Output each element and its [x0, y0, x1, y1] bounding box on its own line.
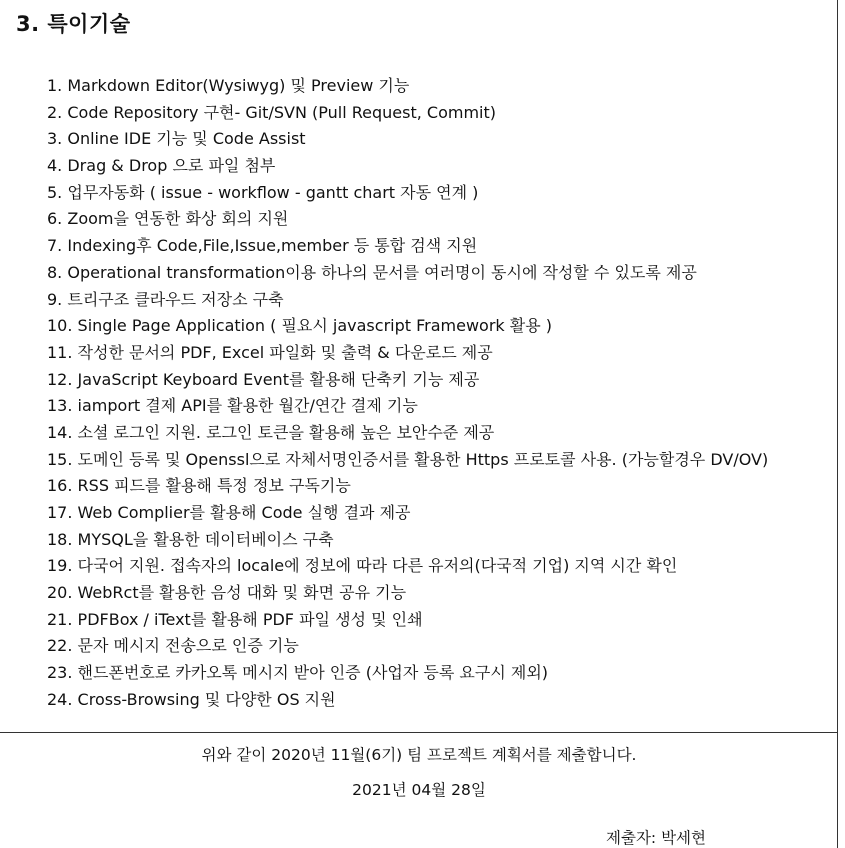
page-border: [837, 0, 838, 848]
list-item-number: 17.: [47, 503, 73, 522]
list-item-number: 22.: [47, 636, 73, 656]
list-item-text: Markdown Editor(Wysiwyg) 및 Preview 기능: [67, 76, 410, 95]
list-item-number: 20.: [47, 583, 73, 603]
list-item-text: iamport 결제 API를 활용한 월간/연간 결제 기능: [77, 396, 418, 416]
list-item-text: Web Complier를 활용해 Code 실행 결과 제공: [77, 503, 411, 522]
list-item-number: 12.: [47, 369, 73, 389]
list-item: [47, 367, 768, 394]
list-item-number: 5.: [47, 182, 63, 202]
list-item-number: 6.: [47, 209, 63, 229]
list-item-text: 소셜 로그인 지원. 로그인 토큰을 활용해 높은 보안수준 제공: [77, 422, 495, 442]
list-item: [47, 687, 768, 714]
list-item: [47, 100, 768, 127]
list-item-number: 15.: [47, 449, 73, 469]
list-item: [47, 287, 768, 314]
list-item-number: 19.: [47, 556, 73, 576]
list-item-number: 10.: [47, 316, 73, 336]
list-item-text: RSS 피드를 활용해 특정 정보 구독기능: [77, 476, 351, 496]
list-item-text: Cross-Browsing 및 다양한 OS 지원: [77, 689, 336, 709]
list-item: [47, 313, 768, 340]
list-item-text: MYSQL을 활용한 데이터베이스 구축: [77, 529, 334, 549]
list-item: [47, 233, 768, 260]
list-item: [47, 527, 768, 554]
list-item-text: 핸드폰번호로 카카오톡 메시지 받아 인증 (사업자 등록 요구시 제외): [77, 663, 549, 683]
list-item: [47, 553, 768, 580]
list-item-number: 14.: [47, 422, 73, 442]
list-item: [47, 153, 768, 180]
list-item-number: 7.: [47, 236, 63, 256]
list-item-text: Zoom을 연동한 화상 회의 지원: [67, 209, 289, 229]
list-item: [47, 500, 768, 527]
list-item: [47, 447, 768, 474]
list-item: [47, 260, 768, 287]
list-item-text: Code Repository 구현- Git/SVN (Pull Request, Commit): [67, 102, 496, 122]
submission-statement: 위와 같이 2020년 11월(6기) 팀 프로젝트 계획서를 제출합니다.: [201, 746, 637, 764]
section-title: 3. 특이기술: [16, 12, 131, 36]
list-item: [47, 660, 768, 687]
list-item-text: WebRct를 활용한 음성 대화 및 화면 공유 기능: [77, 583, 407, 603]
list-item: [47, 607, 768, 634]
list-item-number: 1.: [47, 76, 63, 95]
list-item-number: 24.: [47, 689, 73, 709]
list-item: [47, 473, 768, 500]
list-item: [47, 393, 768, 420]
divider: [0, 732, 838, 733]
list-item-text: Online IDE 기능 및 Code Assist: [67, 129, 306, 149]
list-item-text: Operational transformation이용 하나의 문서를 여러명이 동시에 작성할 수 있도록 제공: [67, 262, 697, 282]
list-item-text: 도메인 등록 및 Openssl으로 자체서명인증서를 활용한 Https 프로토콜 사용. (가능할경우 DV/OV): [77, 449, 769, 469]
submitter-name: 제출자: 박세현: [606, 829, 706, 847]
list-item-number: 9.: [47, 289, 63, 309]
list-item: [47, 420, 768, 447]
list-item-number: 21.: [47, 609, 73, 629]
list-item: [47, 126, 768, 153]
list-item-text: 문자 메시지 전송으로 인증 기능: [77, 636, 299, 656]
list-item-text: Single Page Application ( 필요시 javascript Framework 활용 ): [77, 316, 552, 336]
list-item-number: 2.: [47, 102, 63, 122]
list-item-number: 11.: [47, 342, 73, 362]
list-item-number: 16.: [47, 476, 73, 496]
list-item: [47, 206, 768, 233]
list-item-text: 작성한 문서의 PDF, Excel 파일화 및 출력 & 다운로드 제공: [77, 342, 493, 362]
list-item: [47, 580, 768, 607]
list-item: [47, 340, 768, 367]
list-item-text: Indexing후 Code,File,Issue,member 등 통합 검색 지원: [67, 236, 478, 256]
list-item-number: 8.: [47, 262, 63, 282]
list-item-text: 트리구조 클라우드 저장소 구축: [67, 289, 284, 309]
list-item-text: 업무자동화 ( issue - workflow - gantt chart 자동 연계 ): [67, 182, 479, 202]
feature-list: [47, 73, 768, 714]
list-item: [47, 180, 768, 207]
list-item: [47, 73, 768, 100]
list-item-number: 23.: [47, 663, 73, 683]
list-item-text: PDFBox / iText를 활용해 PDF 파일 생성 및 인쇄: [77, 609, 423, 629]
submission-date: 2021년 04월 28일: [352, 781, 486, 799]
list-item-text: JavaScript Keyboard Event를 활용해 단축키 기능 제공: [77, 369, 480, 389]
list-item-text: 다국어 지원. 접속자의 locale에 정보에 따라 다른 유저의(다국적 기업) 지역 시간 확인: [77, 556, 678, 576]
list-item-number: 4.: [47, 156, 63, 176]
list-item-number: 13.: [47, 396, 73, 416]
list-item-text: Drag & Drop 으로 파일 첨부: [67, 156, 276, 176]
list-item-number: 18.: [47, 529, 73, 549]
list-item: [47, 633, 768, 660]
list-item-number: 3.: [47, 129, 63, 149]
